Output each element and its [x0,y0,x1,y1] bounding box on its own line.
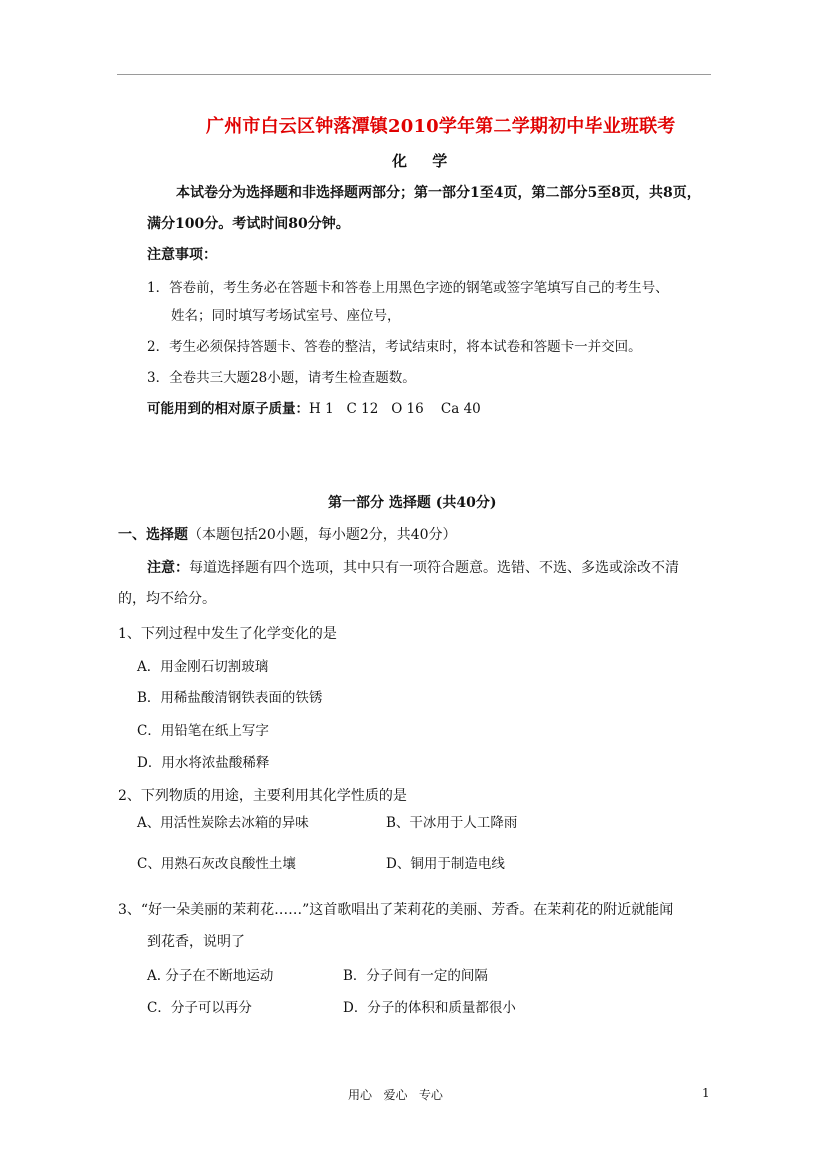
q3-option-b: B．分子间有一定的间隔 [343,968,488,984]
q1-option-d: D．用水将浓盐酸稀释 [137,755,270,771]
notice-label: 注意： [147,560,189,576]
notes-heading: 注意事项： [147,247,217,263]
q2-option-b: B、干冰用于人工降雨 [386,815,518,831]
question-3-stem-cont: 到花香，说明了 [147,934,245,950]
intro-line-2: 满分100分。考试时间80分钟。 [147,216,350,232]
question-2-stem: 2、下列物质的用途，主要利用其化学性质的是 [118,788,407,804]
note-item-3: 3．全卷共三大题28小题，请考生检查题数。 [147,370,416,386]
atomic-mass-values: H 1 C 12 O 16 Ca 40 [309,401,481,417]
q3-option-d: D．分子的体积和质量都很小 [343,1000,516,1016]
header-rule [117,74,711,75]
notice-line-2: 的，均不给分。 [118,591,216,607]
part1-heading: 第一部分 选择题 (共40分) [328,495,497,511]
footer-motto: 用心 爱心 专心 [348,1088,443,1102]
note-item-1-cont: 姓名；同时填写考场试室号、座位号， [171,308,401,324]
question-3-stem: 3、“好一朵美丽的茉莉花……”这首歌唱出了茉莉花的美丽、芳香。在茉莉花的附近就能闻 [118,902,674,918]
exam-title: 广州市白云区钟落潭镇2010学年第二学期初中毕业班联考 [206,116,676,137]
q2-option-c: C、用熟石灰改良酸性土壤 [137,856,296,872]
q1-option-a: A．用金刚石切割玻璃 [137,659,269,675]
q1-option-b: B．用稀盐酸清钢铁表面的铁锈 [137,690,323,706]
q3-option-c: C．分子可以再分 [147,1000,252,1016]
q2-option-d: D、铜用于制造电线 [386,856,505,872]
q1-option-c: C．用铅笔在纸上写字 [137,723,269,739]
notice-text: 每道选择题有四个选项，其中只有一项符合题意。选错、不选、多选或涂改不清 [189,560,679,576]
question-1-stem: 1、下列过程中发生了化学变化的是 [118,626,337,642]
atomic-mass-line [147,397,481,417]
note-item-2: 2．考生必须保持答题卡、答卷的整洁，考试结束时，将本试卷和答题卡一并交回。 [147,339,642,355]
notice-line-1 [147,557,679,577]
note-item-1: 1．答卷前，考生务必在答题卡和答卷上用黑色字迹的钢笔或签字笔填写自己的考生号、 [147,280,669,296]
section-1-detail: （本题包括20小题，每小题2分，共40分） [188,527,457,543]
section-1-line [118,524,457,544]
section-1-label: 一、选择题 [118,527,188,543]
atomic-mass-label: 可能用到的相对原子质量： [147,401,309,417]
q2-option-a: A、用活性炭除去冰箱的异味 [137,815,309,831]
intro-line-1: 本试卷分为选择题和非选择题两部分；第一部分1至4页，第二部分5至8页，共8页， [176,185,701,201]
page-number: 1 [702,1086,710,1100]
q3-option-a: A. 分子在不断地运动 [147,968,274,984]
subject-title: 化 学 [392,152,458,170]
